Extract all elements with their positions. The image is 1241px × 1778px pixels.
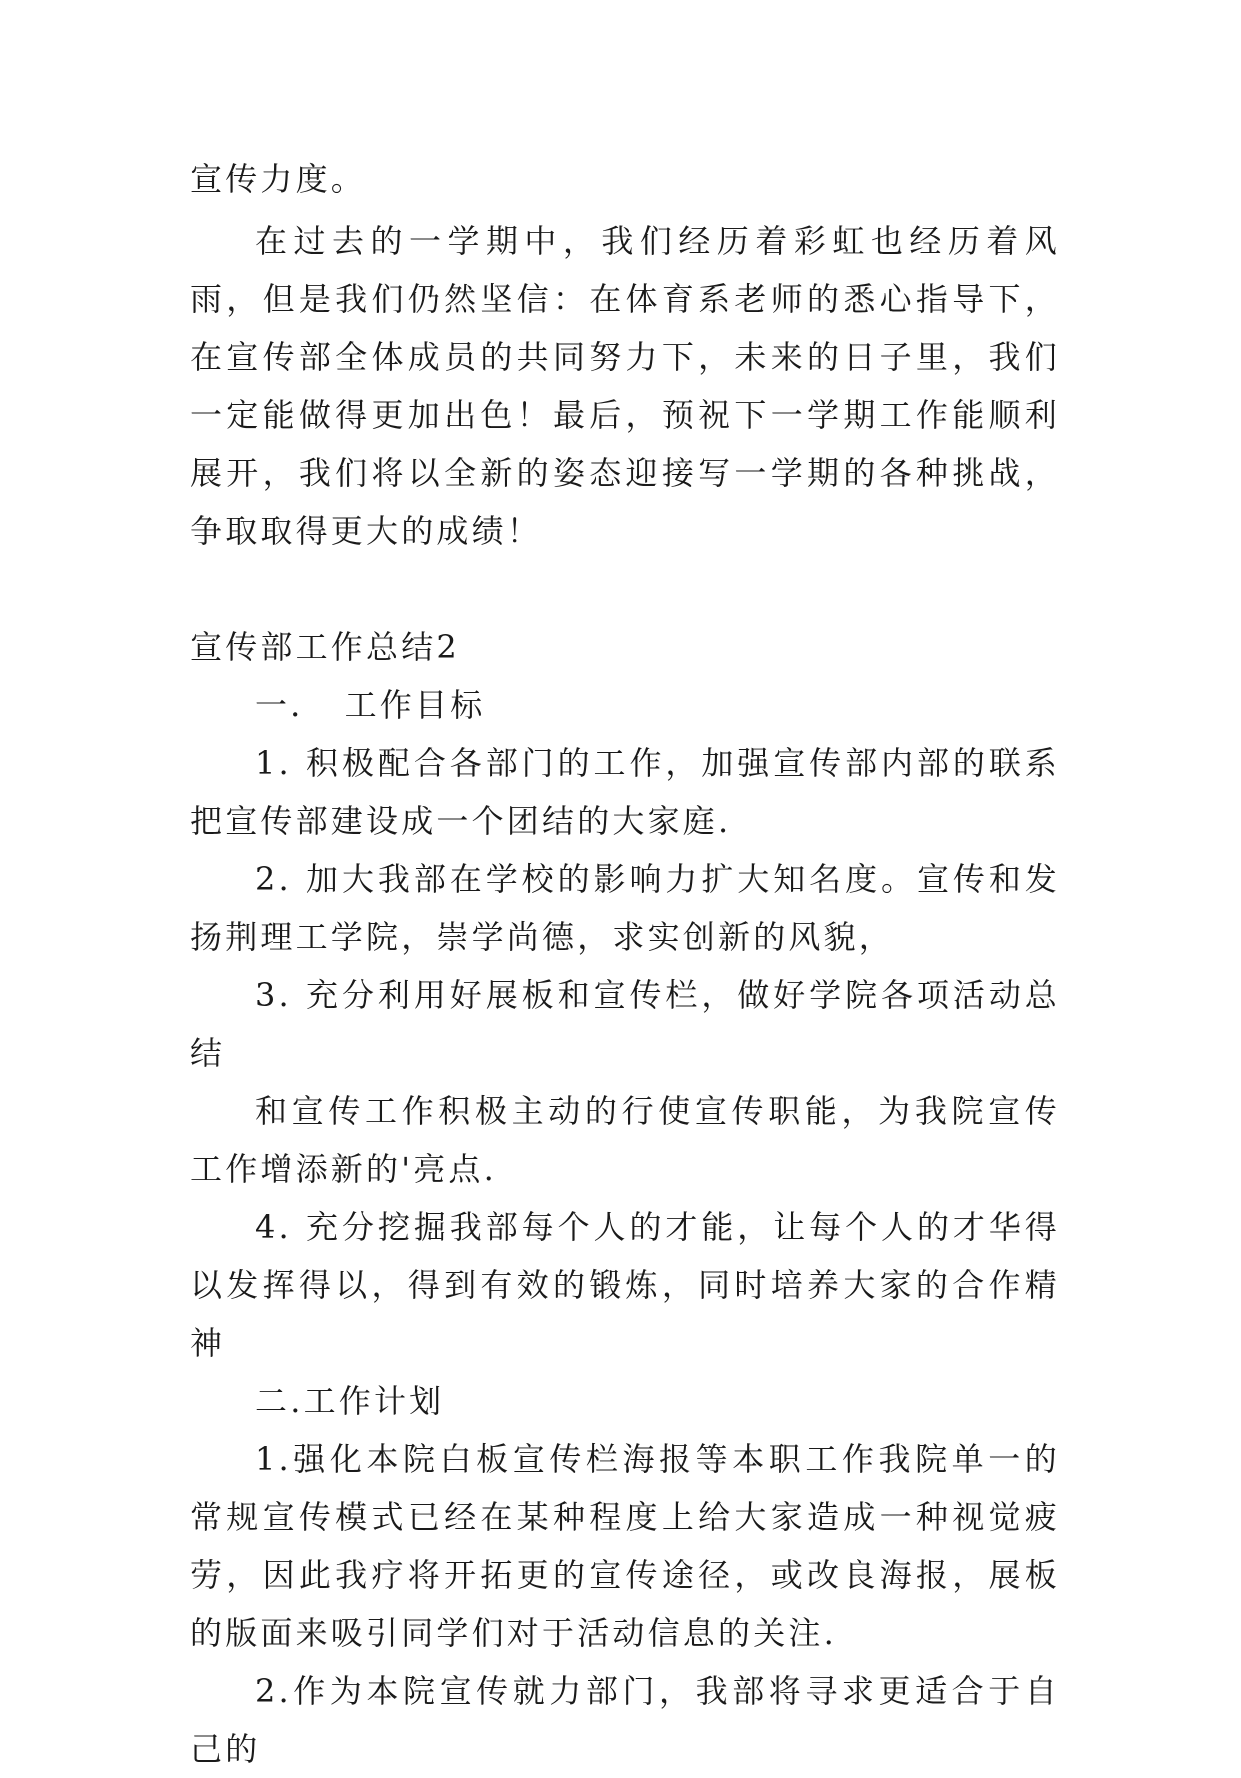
plan-item-2: 2.作为本院宣传就力部门，我部将寻求更适合于自己的 [190,1672,1060,1768]
goal-item-4: 4. 充分挖掘我部每个人的才能，让每个人的才华得以发挥得以，得到有效的锻炼，同时培养大家的合作精神 [190,1208,1060,1362]
goal-item-3-continued: 和宣传工作积极主动的行使宣传职能，为我院宣传工作增添新的'亮点. [190,1092,1060,1188]
goal-item-1: 1. 积极配合各部门的工作，加强宣传部内部的联系把宣传部建设成一个团结的大家庭. [190,744,1060,840]
subheading-work-goals: 一． 工作目标 [255,686,486,724]
document-page [190,150,1060,1778]
section-title: 宣传部工作总结2 [190,628,460,666]
goal-item-3: 3. 充分利用好展板和宣传栏，做好学院各项活动总结 [190,976,1060,1072]
paragraph-continuation: 宣传力度。 [190,160,367,198]
paragraph-conclusion: 在过去的一学期中，我们经历着彩虹也经历着风雨，但是我们仍然坚信：在体育系老师的悉心指导下，在宣传部全体成员的共同努力下，未来的日子里，我们一定能做得更加出色！最后，预祝下一学期工作能顺利展开，我们将以全新的姿态迎接写一学期的各种挑战，争取取得更大的成绩！ [190,222,1060,550]
subheading-work-plan: 二.工作计划 [255,1382,445,1420]
plan-item-1: 1.强化本院白板宣传栏海报等本职工作我院单一的常规宣传模式已经在某种程度上给大家造成一种视觉疲劳，因此我疗将开拓更的宣传途径，或改良海报，展板的版面来吸引同学们对于活动信息的关注. [190,1440,1060,1652]
goal-item-2: 2. 加大我部在学校的影响力扩大知名度。宣传和发扬荆理工学院，崇学尚德，求实创新的风貌， [190,860,1060,956]
